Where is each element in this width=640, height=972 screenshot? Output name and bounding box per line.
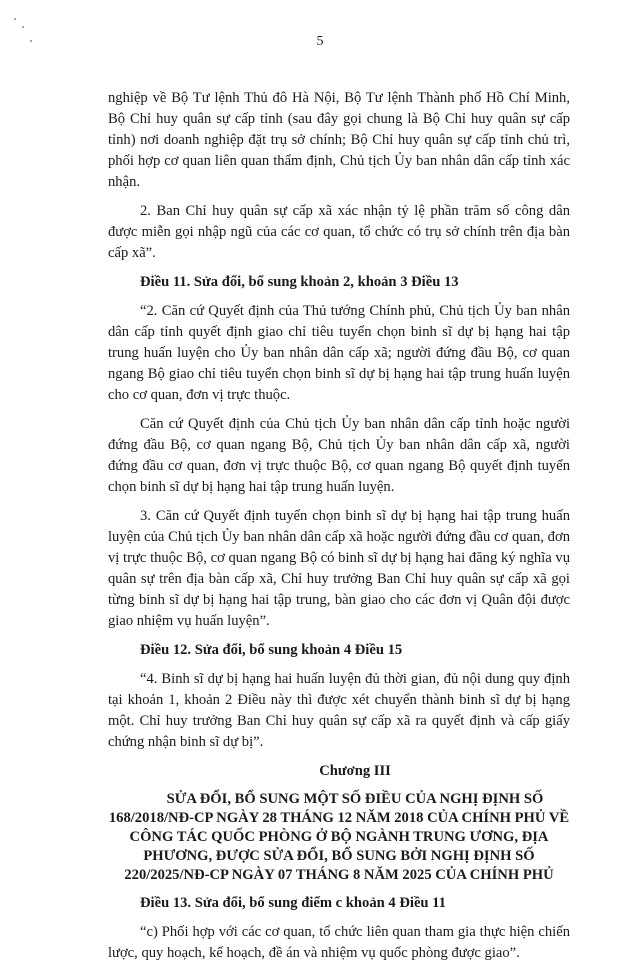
- scan-speck: [14, 18, 16, 20]
- article-heading: Điều 13. Sửa đổi, bổ sung điểm c khoản 4 Điều 11: [140, 895, 446, 911]
- document-body: [108, 88, 570, 972]
- chapter-subtitle: SỬA ĐỔI, BỔ SUNG MỘT SỐ ĐIỀU CỦA NGHỊ ĐỊNH SỐ 168/2018/NĐ-CP NGÀY 28 THÁNG 12 NĂM 2018 CỦA CHÍNH PHỦ VỀ CÔNG TÁC QUỐC PHÒNG Ở BỘ NGÀNH TRUNG ƯƠNG, ĐỊA PHƯƠNG, ĐƯỢC SỬA ĐỔI, BỔ SUNG BỞI NGHỊ ĐỊNH SỐ 220/2025/NĐ-CP NGÀY 07 THÁNG 8 NĂM 2025 CỦA CHÍNH PHỦ: [108, 791, 570, 883]
- paragraph: Căn cứ Quyết định của Chủ tịch Ủy ban nhân dân cấp tỉnh hoặc người đứng đầu Bộ, cơ quan ngang Bộ, Chủ tịch Ủy ban nhân dân cấp xã, người đứng đầu cơ quan, đơn vị trực thuộc Bộ, cơ quan ngang Bộ quyết định tuyển chọn binh sĩ dự bị hạng hai tập trung huấn luyện.: [108, 416, 570, 495]
- article-heading: Điều 11. Sửa đổi, bổ sung khoản 2, khoản 3 Điều 13: [140, 274, 459, 290]
- paragraph: “2. Căn cứ Quyết định của Thủ tướng Chính phủ, Chủ tịch Ủy ban nhân dân cấp tỉnh quyết định giao chỉ tiêu tuyển chọn binh sĩ dự bị hạng hai tập trung huấn luyện cho Ủy ban nhân dân cấp xã; người đứng đầu Bộ, cơ quan ngang Bộ giao chỉ tiêu tuyển chọn binh sĩ dự bị hạng hai tập trung huấn luyện cho cơ quan, đơn vị trực thuộc.: [108, 303, 570, 403]
- scan-speck: [22, 26, 24, 28]
- paragraph: “c) Phối hợp với các cơ quan, tổ chức liên quan tham gia thực hiện chiến lược, quy hoạch, kế hoạch, đề án và nhiệm vụ quốc phòng được giao”.: [108, 924, 570, 961]
- paragraph: “4. Binh sĩ dự bị hạng hai huấn luyện đủ thời gian, đủ nội dung quy định tại khoản 1, khoản 2 Điều này thì được xét chuyển thành binh sĩ dự bị hạng một. Chỉ huy trưởng Ban Chỉ huy quân sự cấp xã ra quyết định và cấp giấy chứng nhận binh sĩ dự bị”.: [108, 671, 570, 750]
- chapter-title: Chương III: [319, 763, 391, 779]
- paragraph: 3. Căn cứ Quyết định tuyển chọn binh sĩ dự bị hạng hai tập trung huấn luyện của Chủ tịch Ủy ban nhân dân cấp xã hoặc người đứng đầu cơ quan, đơn vị trực thuộc Bộ, cơ quan ngang Bộ có binh sĩ dự bị hạng hai đăng ký nghĩa vụ quân sự trên địa bàn cấp xã, Chỉ huy trưởng Ban Chỉ huy quân sự cấp xã gọi từng binh sĩ dự bị hạng hai tập trung, bàn giao cho các đơn vị Quân đội được giao nhiệm vụ huấn luyện”.: [108, 508, 570, 629]
- article-heading: Điều 12. Sửa đổi, bổ sung khoản 4 Điều 15: [140, 642, 403, 658]
- page-number: 5: [316, 34, 324, 49]
- paragraph: nghiệp về Bộ Tư lệnh Thủ đô Hà Nội, Bộ Tư lệnh Thành phố Hồ Chí Minh, Bộ Chỉ huy quân sự cấp tỉnh (sau đây gọi chung là Bộ Chỉ huy quân sự cấp tỉnh) nơi doanh nghiệp đặt trụ sở chính; Bộ Chỉ huy quân sự cấp tỉnh chủ trì, phối hợp cơ quan liên quan thẩm định, Chủ tịch Ủy ban nhân dân cấp tỉnh xác nhận.: [108, 90, 570, 190]
- paragraph: 2. Ban Chỉ huy quân sự cấp xã xác nhận tỷ lệ phần trăm số công dân được miễn gọi nhập ngũ của các cơ quan, tổ chức có trụ sở chính trên địa bàn cấp xã”.: [108, 203, 570, 261]
